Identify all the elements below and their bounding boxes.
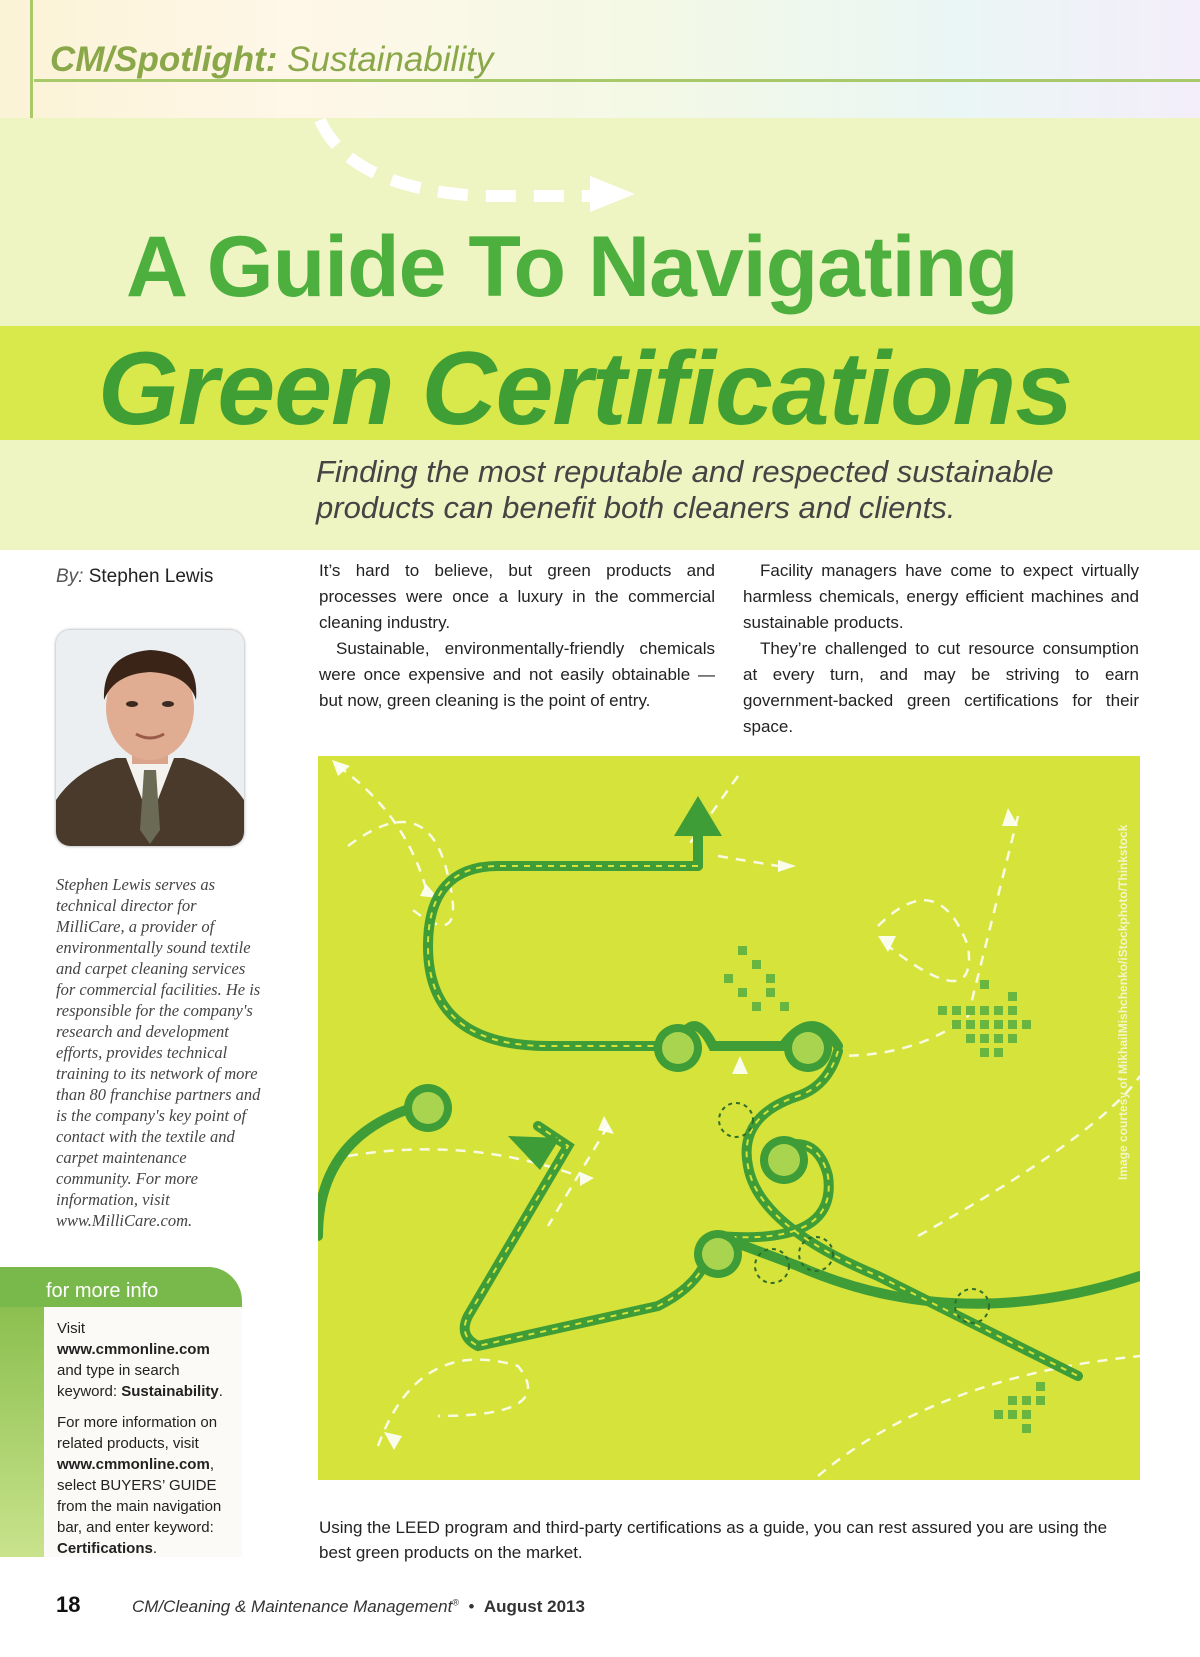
info-box-accent [0,1307,44,1557]
author-bio: Stephen Lewis serves as technical director for MilliCare, a provider of environmentally sound textile and carpet cleaning services for commercial facilities. He is responsible for the company's research and development efforts, provides technical training to its network of more than 80 franchise partners and is the company's key point of contact with the textile and carpet maintenance community. For more information, visit www.MilliCare.com. [56,875,261,1230]
article-subtitle: Finding the most reputable and respected sustainable products can benefit both cleaners and clients. [316,454,1054,525]
author-photo [56,630,244,846]
info-paragraph-2: For more information on related products, visit www.cmmonline.com, select BUYERS’ GUIDE from the main navigation bar, and enter keyword: Certifications. [57,1414,222,1557]
issue-date: August 2013 [483,1597,585,1616]
dashed-arrow-decoration [290,118,710,228]
info-box-title: for more info [46,1280,159,1302]
info-keyword-1: Sustainability [121,1383,219,1400]
footer-separator: • [468,1597,475,1616]
publication-name: CM/Cleaning & Maintenance Management [132,1597,453,1616]
info-keyword-2: Certifications [57,1540,153,1557]
info-link-2[interactable]: www.cmmonline.com [57,1456,210,1473]
article-title-line1: A Guide To Navigating [126,219,1018,315]
info-box-text [57,1318,237,1569]
footer-publication [132,1597,585,1617]
banner-divider-vertical [30,0,33,118]
page-number: 18 [56,1592,81,1617]
info-link-1[interactable]: www.cmmonline.com [57,1341,210,1358]
info-paragraph-1: Visit www.cmmonline.com and type in search keyword: Sustainability. [57,1320,223,1400]
paragraph: They’re challenged to cut resource consumption at every turn, and may be striving to earn government-backed green certifications for their space. [743,639,1139,736]
body-column-2 [743,558,1139,740]
byline [56,566,213,588]
paragraph: It’s hard to believe, but green products and processes were once a luxury in the commercial cleaning industry. [319,561,715,632]
registered-mark: ® [452,1597,459,1608]
paragraph: Facility managers have come to expect virtually harmless chemicals, energy efficient machines and sustainable products. [743,561,1139,632]
body-column-1 [319,558,715,714]
paragraph: Sustainable, environmentally-friendly chemicals were once expensive and not easily obtainable — but now, green cleaning is the point of entry. [319,639,715,710]
section-label: CM/Spotlight: [50,40,278,79]
section-title [50,40,493,80]
image-credit: Image courtesy of MikhailMishchenko/iStockphoto/Thinkstock [1116,824,1130,1180]
author-name: Stephen Lewis [88,566,214,587]
section-topic: Sustainability [287,40,494,79]
article-title-line2: Green Certifications [98,331,1073,447]
image-caption: Using the LEED program and third-party certifications as a guide, you can rest assured you are using the best green products on the market. [319,1518,1108,1562]
navigation-paths-illustration [318,756,1140,1480]
byline-prefix: By: [56,566,84,587]
